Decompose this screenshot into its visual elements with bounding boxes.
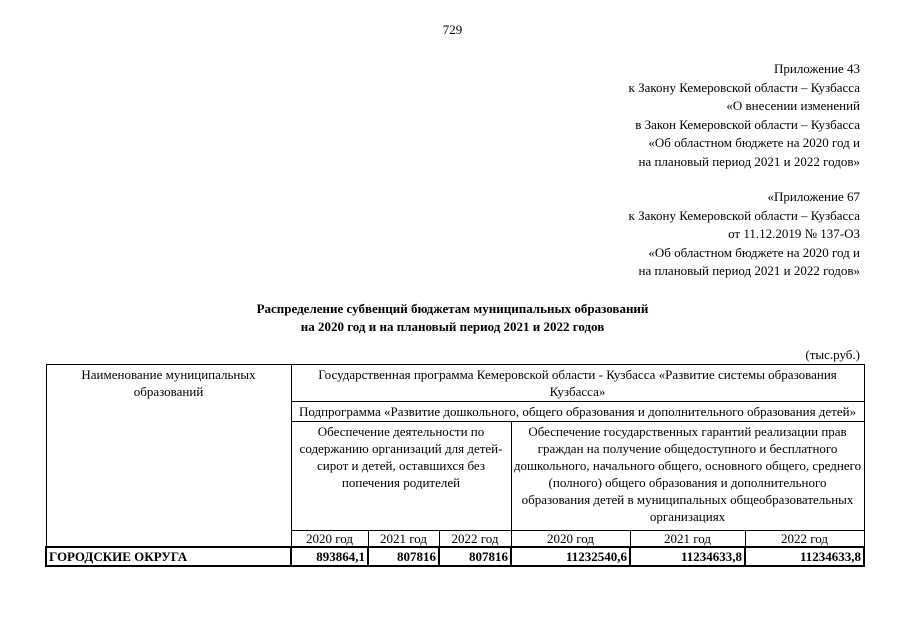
appendix-line: в Закон Кемеровской области – Кузбасса — [635, 116, 860, 132]
program-header: Государственная программа Кемеровской области - Кузбасса «Развитие системы образования Кузбасса» — [291, 365, 864, 402]
row-value: 11234633,8 — [745, 547, 864, 566]
row-value: 807816 — [439, 547, 511, 566]
row-value: 11234633,8 — [630, 547, 745, 566]
education-guarantees-group-header: Обеспечение государственных гарантий реализации прав граждан на получение общедоступного и бесплатного дошкольного, начального общего, основного общего, среднего (полного) общего образования и дополнительного образования детей в муниципальных общеобразовательных организациях — [511, 422, 864, 531]
page-number: 729 — [442, 22, 463, 37]
appendix-line: Приложение 43 — [773, 61, 860, 76]
table-row — [46, 547, 864, 566]
appendix-header-original — [629, 188, 861, 281]
year-header: 2020 год — [511, 531, 630, 548]
appendix-line: на плановый период 2021 и 2022 годов» — [638, 263, 860, 278]
appendix-line: на плановый период 2021 и 2022 годов» — [638, 153, 860, 169]
appendix-line: к Закону Кемеровской области – Кузбасса — [628, 207, 860, 223]
appendix-line: к Закону Кемеровской области – Кузбасса — [628, 79, 860, 95]
appendix-line: от 11.12.2019 № 137-ОЗ — [728, 226, 860, 241]
document-title — [0, 300, 905, 336]
document-title-line: Распределение субвенций бюджетам муниципальных образований — [256, 301, 649, 316]
subsidy-table — [45, 364, 865, 567]
year-header: 2021 год — [368, 531, 439, 548]
appendix-line: «О внесении изменений — [726, 98, 860, 113]
municipality-name-header: Наименование муниципальных образований — [46, 365, 291, 548]
orphan-care-group-header: Обеспечение деятельности по содержанию организаций для детей-сирот и детей, оставшихся без попечения родителей — [291, 422, 511, 531]
document-title-line: на 2020 год и на плановый период 2021 и 2022 годов — [300, 319, 605, 334]
units-label: (тыс.руб.) — [805, 347, 860, 362]
appendix-line: «Приложение 67 — [767, 189, 860, 204]
row-name: ГОРОДСКИЕ ОКРУГА — [46, 547, 291, 566]
row-value: 11232540,6 — [511, 547, 630, 566]
subprogram-header: Подпрограмма «Развитие дошкольного, общего образования и дополнительного образования детей» — [291, 402, 864, 422]
row-value: 807816 — [368, 547, 439, 566]
appendix-header-current — [629, 60, 861, 171]
row-value: 893864,1 — [291, 547, 368, 566]
year-header: 2020 год — [291, 531, 368, 548]
year-header: 2021 год — [630, 531, 745, 548]
year-header: 2022 год — [439, 531, 511, 548]
year-header: 2022 год — [745, 531, 864, 548]
appendix-line: «Об областном бюджете на 2020 год и — [648, 244, 860, 260]
appendix-line: «Об областном бюджете на 2020 год и — [648, 135, 860, 150]
